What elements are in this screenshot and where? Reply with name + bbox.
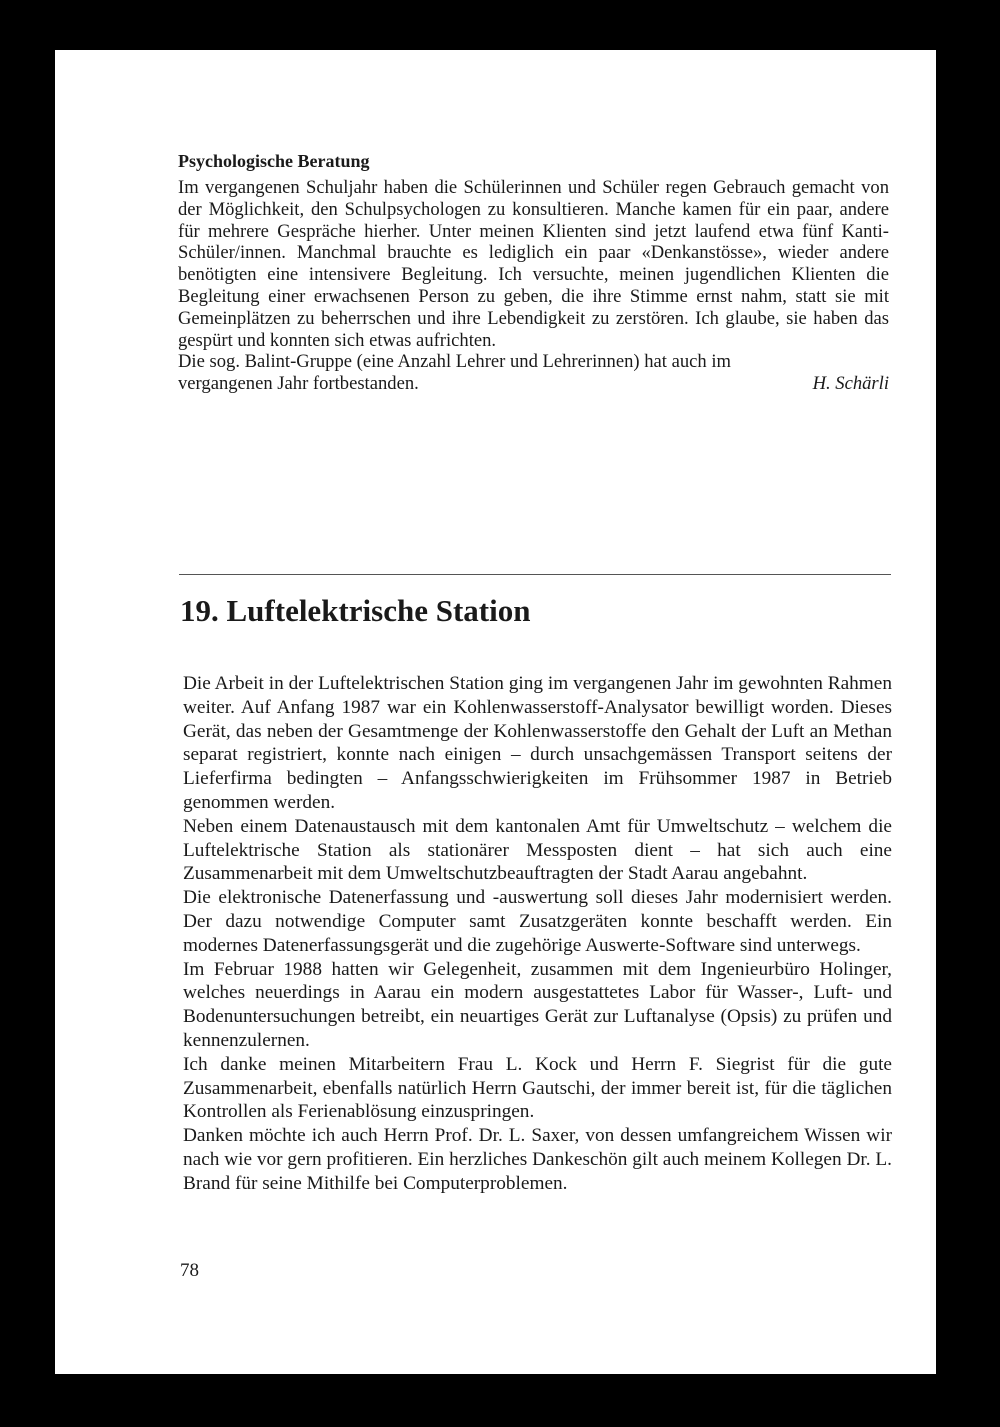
paragraph: Neben einem Datenaustausch mit dem kantonalen Amt für Umweltschutz – welchem die Luftelektrische Station als stationärer Messposten dient – hat sich auch eine Zusammenarbeit mit dem Umweltschutzbeauftragten der Stadt Aarau angebahnt.: [183, 815, 892, 885]
station-body: [183, 672, 892, 1196]
section-divider: [179, 574, 891, 575]
psych-body: [178, 177, 889, 373]
document-page: [55, 50, 936, 1374]
section-subheading: Psychologische Beratung: [178, 151, 370, 171]
paragraph: Im vergangenen Schuljahr haben die Schülerinnen und Schüler regen Gebrauch gemacht von der Möglichkeit, den Schulpsychologen zu konsultieren. Manche kamen für ein paar, andere für mehrere Gespräche hierher. Unter meinen Klienten sind jetzt laufend etwa fünf Kanti-Schüler/innen. Manchmal brauchte es lediglich ein paar «Denkanstösse», wieder andere benötigten eine intensivere Begleitung. Ich versuchte, meinen jugendlichen Klienten die Begleitung einer erwachsenen Person zu geben, die ihre Stimme ernst nahm, statt sie mit Gemeinplätzen zu beherrschen und ihre Lebendigkeit zu zerstören. Ich glaube, sie haben das gespürt und konnten sich etwas aufrichten.: [178, 177, 889, 351]
paragraph: Danken möchte ich auch Herrn Prof. Dr. L. Saxer, von dessen umfangreichem Wissen wir nach wie vor gern profitieren. Ein herzliches Dankeschön gilt auch meinem Kollegen Dr. L. Brand für seine Mithilfe bei Computerproblemen.: [183, 1125, 892, 1194]
station-section: [183, 672, 892, 1196]
closing-text: vergangenen Jahr fortbestanden.: [178, 373, 419, 395]
signature-line: [178, 373, 889, 395]
paragraph: Die elektronische Datenerfassung und -auswertung soll dieses Jahr modernisiert werden. Der dazu notwendige Computer samt Zusatzgeräten konnte beschafft werden. Ein modernes Datenerfassungsgerät und die zugehörige Auswerte-Software sind unterwegs.: [183, 887, 892, 956]
psych-section: [178, 150, 889, 395]
paragraph: Die sog. Balint-Gruppe (eine Anzahl Lehrer und Lehrerinnen) hat auch im: [178, 351, 731, 373]
paragraph: Die Arbeit in der Luftelektrischen Station ging im vergangenen Jahr im gewohnten Rahmen weiter. Auf Anfang 1987 war ein Kohlenwasserstoff-Analysator bewilligt worden. Dieses Gerät, das neben der Gesamtmenge der Kohlenwasserstoffe den Gehalt der Luft an Methan separat registriert, konnte nach einigen – durch unsachgemässen Transport seitens der Lieferfirma bedingten – Anfangsschwierigkeiten im Frühsommer 1987 in Betrieb genommen werden.: [183, 673, 892, 813]
chapter-heading: 19. Luftelektrische Station: [180, 593, 531, 628]
author-signature: H. Schärli: [812, 373, 889, 395]
page-number: 78: [180, 1260, 199, 1281]
paragraph: Ich danke meinen Mitarbeitern Frau L. Kock und Herrn F. Siegrist für die gute Zusammenarbeit, ebenfalls natürlich Herrn Gautschi, der immer bereit ist, für die täglichen Kontrollen als Ferienablösung einzuspringen.: [183, 1053, 892, 1123]
paragraph: Im Februar 1988 hatten wir Gelegenheit, zusammen mit dem Ingenieurbüro Holinger, welches neuerdings in Aarau ein modern ausgestattetes Labor für Wasser-, Luft- und Bodenuntersuchungen betreibt, ein neuartiges Gerät zur Luftanalyse (Opsis) zu prüfen und kennenzulernen.: [183, 958, 892, 1051]
